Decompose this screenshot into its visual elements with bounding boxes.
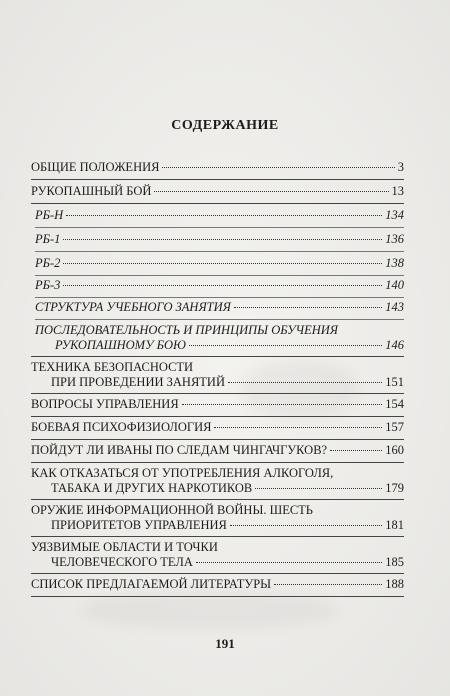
toc-entry-title: СТРУКТУРА УЧЕБНОГО ЗАНЯТИЯ [35, 300, 231, 314]
toc-entry-title: РБ-2 [35, 256, 61, 270]
page-title: СОДЕРЖАНИЕ [171, 118, 279, 133]
divider [31, 356, 404, 357]
dot-leader [66, 215, 382, 216]
toc-entry-page: 157 [385, 420, 404, 434]
divider [31, 462, 404, 463]
divider [35, 227, 404, 228]
toc-entry-title: БОЕВАЯ ПСИХОФИЗИОЛОГИЯ [31, 420, 212, 434]
dot-leader [274, 584, 382, 585]
divider [31, 596, 404, 597]
toc-entry-page: 154 [385, 397, 404, 411]
toc-entry-page: 181 [385, 518, 404, 532]
toc-entry-title: РБ-1 [35, 232, 61, 246]
toc-entry-page: 143 [385, 300, 404, 314]
toc-entry[interactable] [31, 577, 404, 592]
toc-entry-title: ПОЙДУТ ЛИ ИВАНЫ ПО СЛЕДАМ ЧИНГАЧГУКОВ? [31, 443, 328, 457]
toc-entry-page: 3 [397, 160, 404, 174]
toc-entry-title-line1: ОРУЖИЕ ИНФОРМАЦИОННОЙ ВОЙНЫ. ШЕСТЬ [31, 503, 313, 517]
toc-entry-title: ЧЕЛОВЕЧЕСКОГО ТЕЛА [51, 555, 193, 569]
toc-entry[interactable] [31, 184, 404, 199]
dot-leader [196, 562, 382, 563]
toc-entry-title: РУКОПАШНОМУ БОЮ [55, 338, 186, 352]
page-number: 191 [215, 636, 235, 651]
divider [31, 536, 404, 537]
toc-entry-page: 151 [385, 375, 404, 389]
toc-entry-title: ПРИОРИТЕТОВ УПРАВЛЕНИЯ [51, 518, 227, 532]
dot-leader [214, 427, 382, 428]
toc-entry[interactable] [31, 443, 404, 458]
dot-leader [330, 450, 382, 451]
toc-subentry[interactable] [35, 208, 404, 223]
toc-entry-title: РБ-Н [35, 208, 64, 222]
toc-subentry[interactable] [35, 300, 404, 315]
dot-leader [63, 285, 382, 286]
dot-leader [228, 382, 382, 383]
divider [31, 393, 404, 394]
divider [31, 439, 404, 440]
toc-entry-title-line1: УЯЗВИМЫЕ ОБЛАСТИ И ТОЧКИ [31, 540, 218, 554]
toc-entry-title: РБ-3 [35, 278, 61, 292]
divider [31, 416, 404, 417]
dot-leader [63, 239, 382, 240]
toc-entry-page: 185 [385, 555, 404, 569]
dot-leader [230, 525, 382, 526]
divider [31, 499, 404, 500]
toc-entry[interactable] [31, 540, 404, 570]
toc-entry[interactable] [31, 420, 404, 435]
toc-entry-page: 13 [391, 184, 404, 198]
toc-subentry[interactable] [35, 323, 404, 353]
divider [31, 573, 404, 574]
divider [35, 319, 404, 320]
toc-entry-title: РУКОПАШНЫЙ БОЙ [31, 184, 152, 198]
toc-entry-page: 134 [385, 208, 404, 222]
toc-entry[interactable] [31, 160, 404, 175]
toc-entry-title-line1: ПОСЛЕДОВАТЕЛЬНОСТЬ И ПРИНЦИПЫ ОБУЧЕНИЯ [35, 323, 339, 337]
toc-entry[interactable] [31, 466, 404, 496]
toc-subentry[interactable] [35, 232, 404, 247]
toc-entry-title: ТАБАКА И ДРУГИХ НАРКОТИКОВ [51, 481, 253, 495]
toc-entry-page: 179 [385, 481, 404, 495]
toc-subentry[interactable] [35, 278, 404, 293]
toc-entry-title: СПИСОК ПРЕДЛАГАЕМОЙ ЛИТЕРАТУРЫ [31, 577, 272, 591]
divider [31, 203, 404, 204]
toc-entry-title-line1: ТЕХНИКА БЕЗОПАСНОСТИ [31, 360, 194, 374]
toc-entry-page: 188 [385, 577, 404, 591]
toc-subentry[interactable] [35, 256, 404, 271]
dot-leader [234, 307, 382, 308]
toc-entry[interactable] [31, 397, 404, 412]
toc-entry-title: ВОПРОСЫ УПРАВЛЕНИЯ [31, 397, 179, 411]
toc-entry[interactable] [31, 503, 404, 533]
divider [31, 179, 404, 180]
toc-entry-page: 146 [385, 338, 404, 352]
toc-entry[interactable] [31, 360, 404, 390]
divider [35, 251, 404, 252]
toc-entry-page: 140 [385, 278, 404, 292]
dot-leader [182, 404, 383, 405]
dot-leader [255, 488, 382, 489]
dot-leader [189, 345, 382, 346]
toc-entry-title: ПРИ ПРОВЕДЕНИИ ЗАНЯТИЙ [51, 375, 225, 389]
divider [35, 275, 404, 276]
divider [35, 297, 404, 298]
dot-leader [162, 167, 394, 168]
toc-entry-page: 138 [385, 256, 404, 270]
toc-entry-title-line1: КАК ОТКАЗАТЬСЯ ОТ УПОТРЕБЛЕНИЯ АЛКОГОЛЯ, [31, 466, 334, 480]
dot-leader [154, 191, 388, 192]
dot-leader [63, 263, 382, 264]
toc-entry-page: 160 [385, 443, 404, 457]
toc-entry-page: 136 [385, 232, 404, 246]
toc-entry-title: ОБЩИЕ ПОЛОЖЕНИЯ [31, 160, 160, 174]
